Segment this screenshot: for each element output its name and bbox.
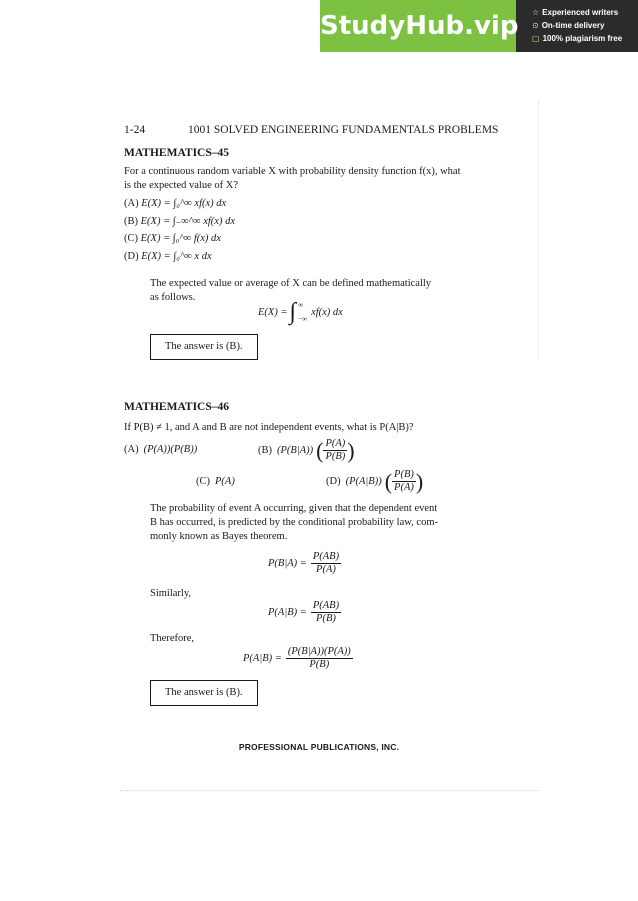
- scan-artifact-line: [120, 790, 540, 791]
- q45-title: MATHEMATICS–45: [124, 147, 229, 159]
- page-number: 1-24: [124, 124, 146, 136]
- star-icon: ☆: [532, 8, 540, 17]
- feature-delivery: ⊙ On-time delivery: [532, 21, 605, 30]
- q45-answer-box: The answer is (B).: [150, 334, 258, 360]
- q46-option-b: (B) (P(B|A)) ( $\frac{P(A)}{P(B)}$ ): [258, 437, 355, 463]
- page-header-title: 1001 SOLVED ENGINEERING FUNDAMENTALS PROBLEMS: [188, 124, 499, 136]
- q46-option-d: (D) (P(A|B)) ( $\frac{P(B)}{P(A)}$ ): [326, 468, 424, 494]
- feature-writers: ☆ Experienced writers: [532, 8, 619, 17]
- q45-option-b: (B) E(X) = ∫₋∞^∞ xf(x) dx: [124, 216, 235, 227]
- q46-equation-3: P(A|B) = $\frac{(P(B|A))(P(A))}{P(B)}$: [243, 646, 351, 670]
- q45-explanation-line1: The expected value or average of X can be defined mathematically: [150, 278, 432, 289]
- q45-question-line1: For a continuous random variable X with probability density function f(x), what: [124, 166, 461, 177]
- q46-option-c: (C) P(A): [196, 476, 235, 487]
- q46-title: MATHEMATICS–46: [124, 401, 229, 413]
- brand-logo[interactable]: StudyHub.vip: [320, 0, 516, 52]
- q45-formula: E(X) = ∫ ∞ −∞ xf(x) dx: [258, 299, 343, 325]
- q46-answer-box: The answer is (B).: [150, 680, 258, 706]
- q46-equation-2: P(A|B) = $\frac{P(AB)}{P(B)}$: [268, 600, 340, 624]
- q45-option-a: (A) E(X) = ∫₀^∞ xf(x) dx: [124, 198, 227, 209]
- q46-option-a: (A) (P(A))(P(B)): [124, 444, 198, 455]
- therefore-label: Therefore,: [150, 633, 195, 644]
- scan-edge-line: [538, 100, 539, 360]
- feature-plagiarism: ▢ 100% plagiarism free: [532, 34, 623, 43]
- q45-explanation-line2: as follows.: [150, 292, 196, 303]
- document-icon: ▢: [532, 34, 540, 43]
- q46-question: If P(B) ≠ 1, and A and B are not independent events, what is P(A|B)?: [124, 422, 414, 433]
- q46-explanation-line3: monly known as Bayes theorem.: [150, 531, 288, 542]
- q45-option-c: (C) E(X) = ∫₀^∞ f(x) dx: [124, 233, 221, 244]
- q45-question-line2: is the expected value of X?: [124, 180, 238, 191]
- similarly-label: Similarly,: [150, 588, 192, 599]
- q46-equation-1: P(B|A) = $\frac{P(AB)}{P(A)}$: [268, 551, 340, 575]
- page-footer: PROFESSIONAL PUBLICATIONS, INC.: [238, 742, 400, 752]
- integral-sign: ∫: [289, 299, 297, 325]
- q46-explanation-line1: The probability of event A occurring, given that the dependent event: [150, 503, 438, 514]
- clock-icon: ⊙: [532, 21, 539, 30]
- q45-option-d: (D) E(X) = ∫₀^∞ x dx: [124, 251, 212, 262]
- q46-explanation-line2: B has occurred, is predicted by the conditional probability law, com-: [150, 517, 438, 528]
